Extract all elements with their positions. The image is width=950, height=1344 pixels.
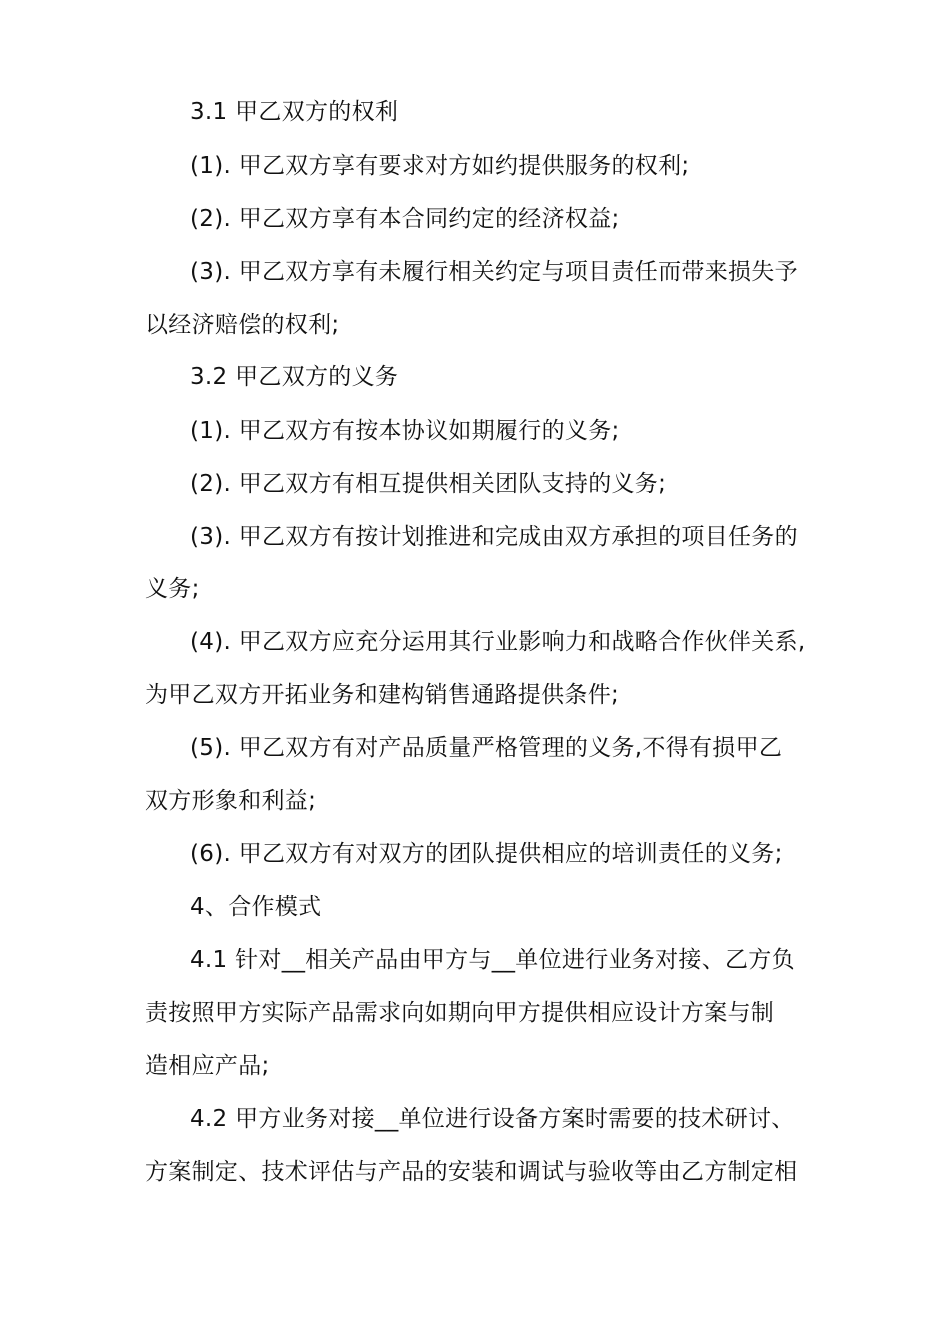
duties-item-1: (1). 甲乙双方有按本协议如期履行的义务; [190, 418, 620, 444]
duties-item-3-cont: 义务; [145, 576, 200, 602]
cooperation-item-4-2-cont: 方案制定、技术评估与产品的安装和调试与验收等由乙方制定相 [145, 1159, 798, 1185]
duties-item-3: (3). 甲乙双方有按计划推进和完成由双方承担的项目任务的 [190, 524, 798, 550]
duties-item-4: (4). 甲乙双方应充分运用其行业影响力和战略合作伙伴关系, [190, 629, 806, 655]
duties-item-5: (5). 甲乙双方有对产品质量严格管理的义务,不得有损甲乙 [190, 735, 783, 761]
duties-item-4-cont: 为甲乙双方开拓业务和建构销售通路提供条件; [145, 682, 620, 708]
section-heading-4: 4、合作模式 [190, 894, 322, 920]
section-heading-3-1: 3.1 甲乙双方的权利 [190, 99, 399, 125]
cooperation-item-4-1-cont-a: 责按照甲方实际产品需求向如期向甲方提供相应设计方案与制 [145, 1000, 775, 1026]
rights-item-3: (3). 甲乙双方享有未履行相关约定与项目责任而带来损失予 [190, 259, 798, 285]
rights-item-2: (2). 甲乙双方享有本合同约定的经济权益; [190, 206, 620, 232]
rights-item-3-cont: 以经济赔偿的权利; [145, 312, 340, 338]
duties-item-2: (2). 甲乙双方有相互提供相关团队支持的义务; [190, 471, 667, 497]
cooperation-item-4-1: 4.1 针对__相关产品由甲方与__单位进行业务对接、乙方负 [190, 947, 795, 973]
duties-item-6: (6). 甲乙双方有对双方的团队提供相应的培训责任的义务; [190, 841, 783, 867]
section-heading-3-2: 3.2 甲乙双方的义务 [190, 364, 399, 390]
rights-item-1: (1). 甲乙双方享有要求对方如约提供服务的权利; [190, 153, 690, 179]
cooperation-item-4-1-cont-b: 造相应产品; [145, 1053, 270, 1079]
cooperation-item-4-2: 4.2 甲方业务对接__单位进行设备方案时需要的技术研讨、 [190, 1106, 795, 1132]
duties-item-5-cont: 双方形象和利益; [145, 788, 317, 814]
